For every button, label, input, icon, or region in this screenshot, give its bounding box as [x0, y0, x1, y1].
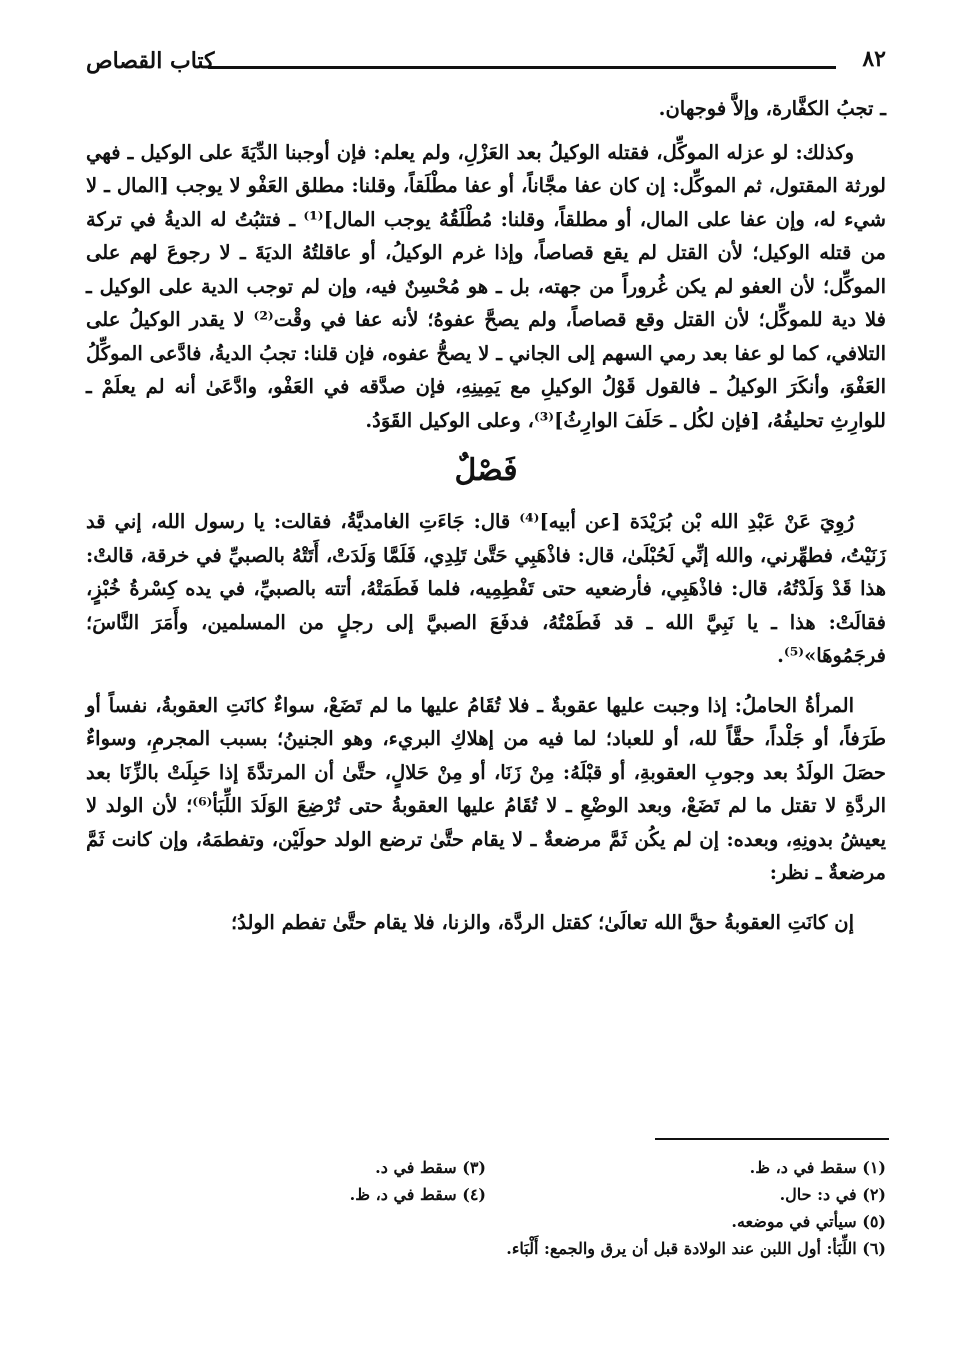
page-number: ٨٢ [862, 46, 886, 72]
footnote-rule [655, 1138, 889, 1140]
footnote-2: (٢) في د: حال. [779, 1185, 886, 1204]
footnote-6: (٦) اللِّبَأ: أول اللبن عند الولادة قبل أن يرق والجمع: أَلْبَاء. [506, 1239, 886, 1258]
header-rule [208, 66, 836, 69]
footnote-5: (٥) سيأتي في موضعه. [731, 1212, 886, 1231]
footnote-4: (٤) سقط في د، ظ. [349, 1185, 486, 1204]
paragraph-pregnant-woman: المرأةُ الحاملُ: إذا وجبت عليها عقوبةٌ ـ فلا تُقَامُ عليها ما لم تَضَعْ، سواءٌ كانَتِ العقوبةُ، نفساً أو طَرَفاً، أو جَلْداً، حقَّاً لله، أو للعباد؛ لما فيه من إهلاكِ البريء، وهو الجنينُ؛ بسبب المجرمِ، وسواءٌ حصَلَ الولَدُ بعد وجوبِ العقوبةِ، أو قبْلَهُ: مِنْ زَنَا، أو مِنْ حَلالٍ، حتَّىٰ أن المرتدَّةَ إذا حَبِلَتْ بالزِّنَا بعد الردَّةِ لا تقتل ما لم تَضَعْ، وبعد الوضْعِ ـ لا تُقَامُ عليها العقوبةُ حتى تُرْضِعَ الوَلَدَ اللِّبَأ⁽⁶⁾؛ لأن الولد لا يعيشُ بدونِهِ، وبعده: إن لم يكُن ثَمَّ مرضعةٌ ـ لا يقام حتَّىٰ ترضع الولد حولَيْن، وتفطمَهُ، وإن كانت ثَمَّ مرضعةٌ ـ نظر: [86, 693, 886, 884]
paragraph-wakala: وكذلك: لو عزله الموكِّل، فقتله الوكيلُ بعد العَزْلِ، ولم يعلم: فإن أوجبنا الدِّيَةَ على الوكيل ـ فهي لورثة المقتول، ثم الموكِّل: إن كان عفا مجَّاناً، أو عفا مطْلَقاً، وقلنا: مطلق العَفْو لا يوجب [المال ـ لا شيء له، وإن عفا على المال، أو مطلقاً، وقلنا: مُطْلَقُهُ يوجب المال]⁽¹⁾ ـ فتثبُتُ له الديةُ في تركة من قتله الوكيل؛ لأن القتل لم يقع قصاصاً، وإذا غرم الوكيلُ، أو عاقلتُهُ الديَةَ ـ لا رجوعَ لهم على الموكِّل؛ لأن العفو لم يكن غُروراً من جهته، بل ـ هو مُحْسِنٌ فيه، وإن لم توجب الدية على الوكيل ـ فلا دية للموكِّل؛ لأن القتل وقع قصاصاً، ولم يصحَّ عفوهُ؛ لأنه عفا في وقْت⁽²⁾ لا يقدر الوكيلُ على التلافي، كما لو عفا بعد رمي السهم إلى الجاني ـ لا يصحُّ عفوه، فإن قلنا: تجبُ الديةُ، فادَّعى الموكِّلُ العَفْوَ، وأنكَرَ الوكيلُ ـ فالقول قَوْلُ الوكيلِ مع يَمِينِهِ، فإن صدَّقه في العَفْو، وادَّعَىٰ أنه لم يعلَمْ ـ للوارِثِ تحليفُهُ، [فإن لكُل ـ حَلَفَ الوارِثُ]⁽³⁾، وعلى الوكيل القَوَدُ. [86, 140, 887, 432]
section-heading: فَصْلٌ [454, 453, 518, 488]
paragraph-continuation: ـ تجبُ الكفَّارة، وإلاَّ فوجهان. [658, 97, 886, 120]
footnote-3: (٣) سقط في د. [375, 1158, 486, 1177]
paragraph-hadith: رُوِيَ عَنْ عَبْدِ الله بْن بُرَيْدَة [عن أبيه]⁽⁴⁾ قال: جَاءَتِ الغامديَّةُ، فقالت: يا رسول الله، إني قد زَنَيْتُ، فطهِّرني، والله إنِّي لَحُبْلَىٰ، قال: فاذْهَبِي حَتَّىٰ تَلِدِي، فَلَمَّا وَلَدَتْ، أَتَتْهُ بالصبيِّ في خرقة، قالتْ: هذا قَدْ وَلَدْتُهُ، قال: فاذْهَبِي، فأرضعيه حتى تَفْطِمِيه، فلما فَطَمَتْهُ، أتته بالصبيِّ، في يده كِسْرةُ خُبْزٍ، فقالَتْ: هذا ـ يا نَبِيَّ الله ـ قد فَطَمْتُهُ، فدفَعَ الصبيَّ إلى رجلٍ من المسلمين، وأَمَرَ النَّاسَ؛ فرجَمُوهَا»⁽⁵⁾. [86, 510, 887, 667]
footnote-1: (١) سقط في د، ظ. [749, 1158, 886, 1177]
paragraph-last: إن كانَتِ العقوبةُ حقَّ الله تعالَىٰ؛ كقتل الردَّة، والزنا، فلا يقام حتَّىٰ تفطم الولدُ؛ [231, 910, 854, 934]
book-title: كتاب القصاص [86, 48, 215, 74]
main-text [86, 92, 886, 939]
footnotes [86, 1154, 886, 1262]
page-header [86, 42, 886, 82]
